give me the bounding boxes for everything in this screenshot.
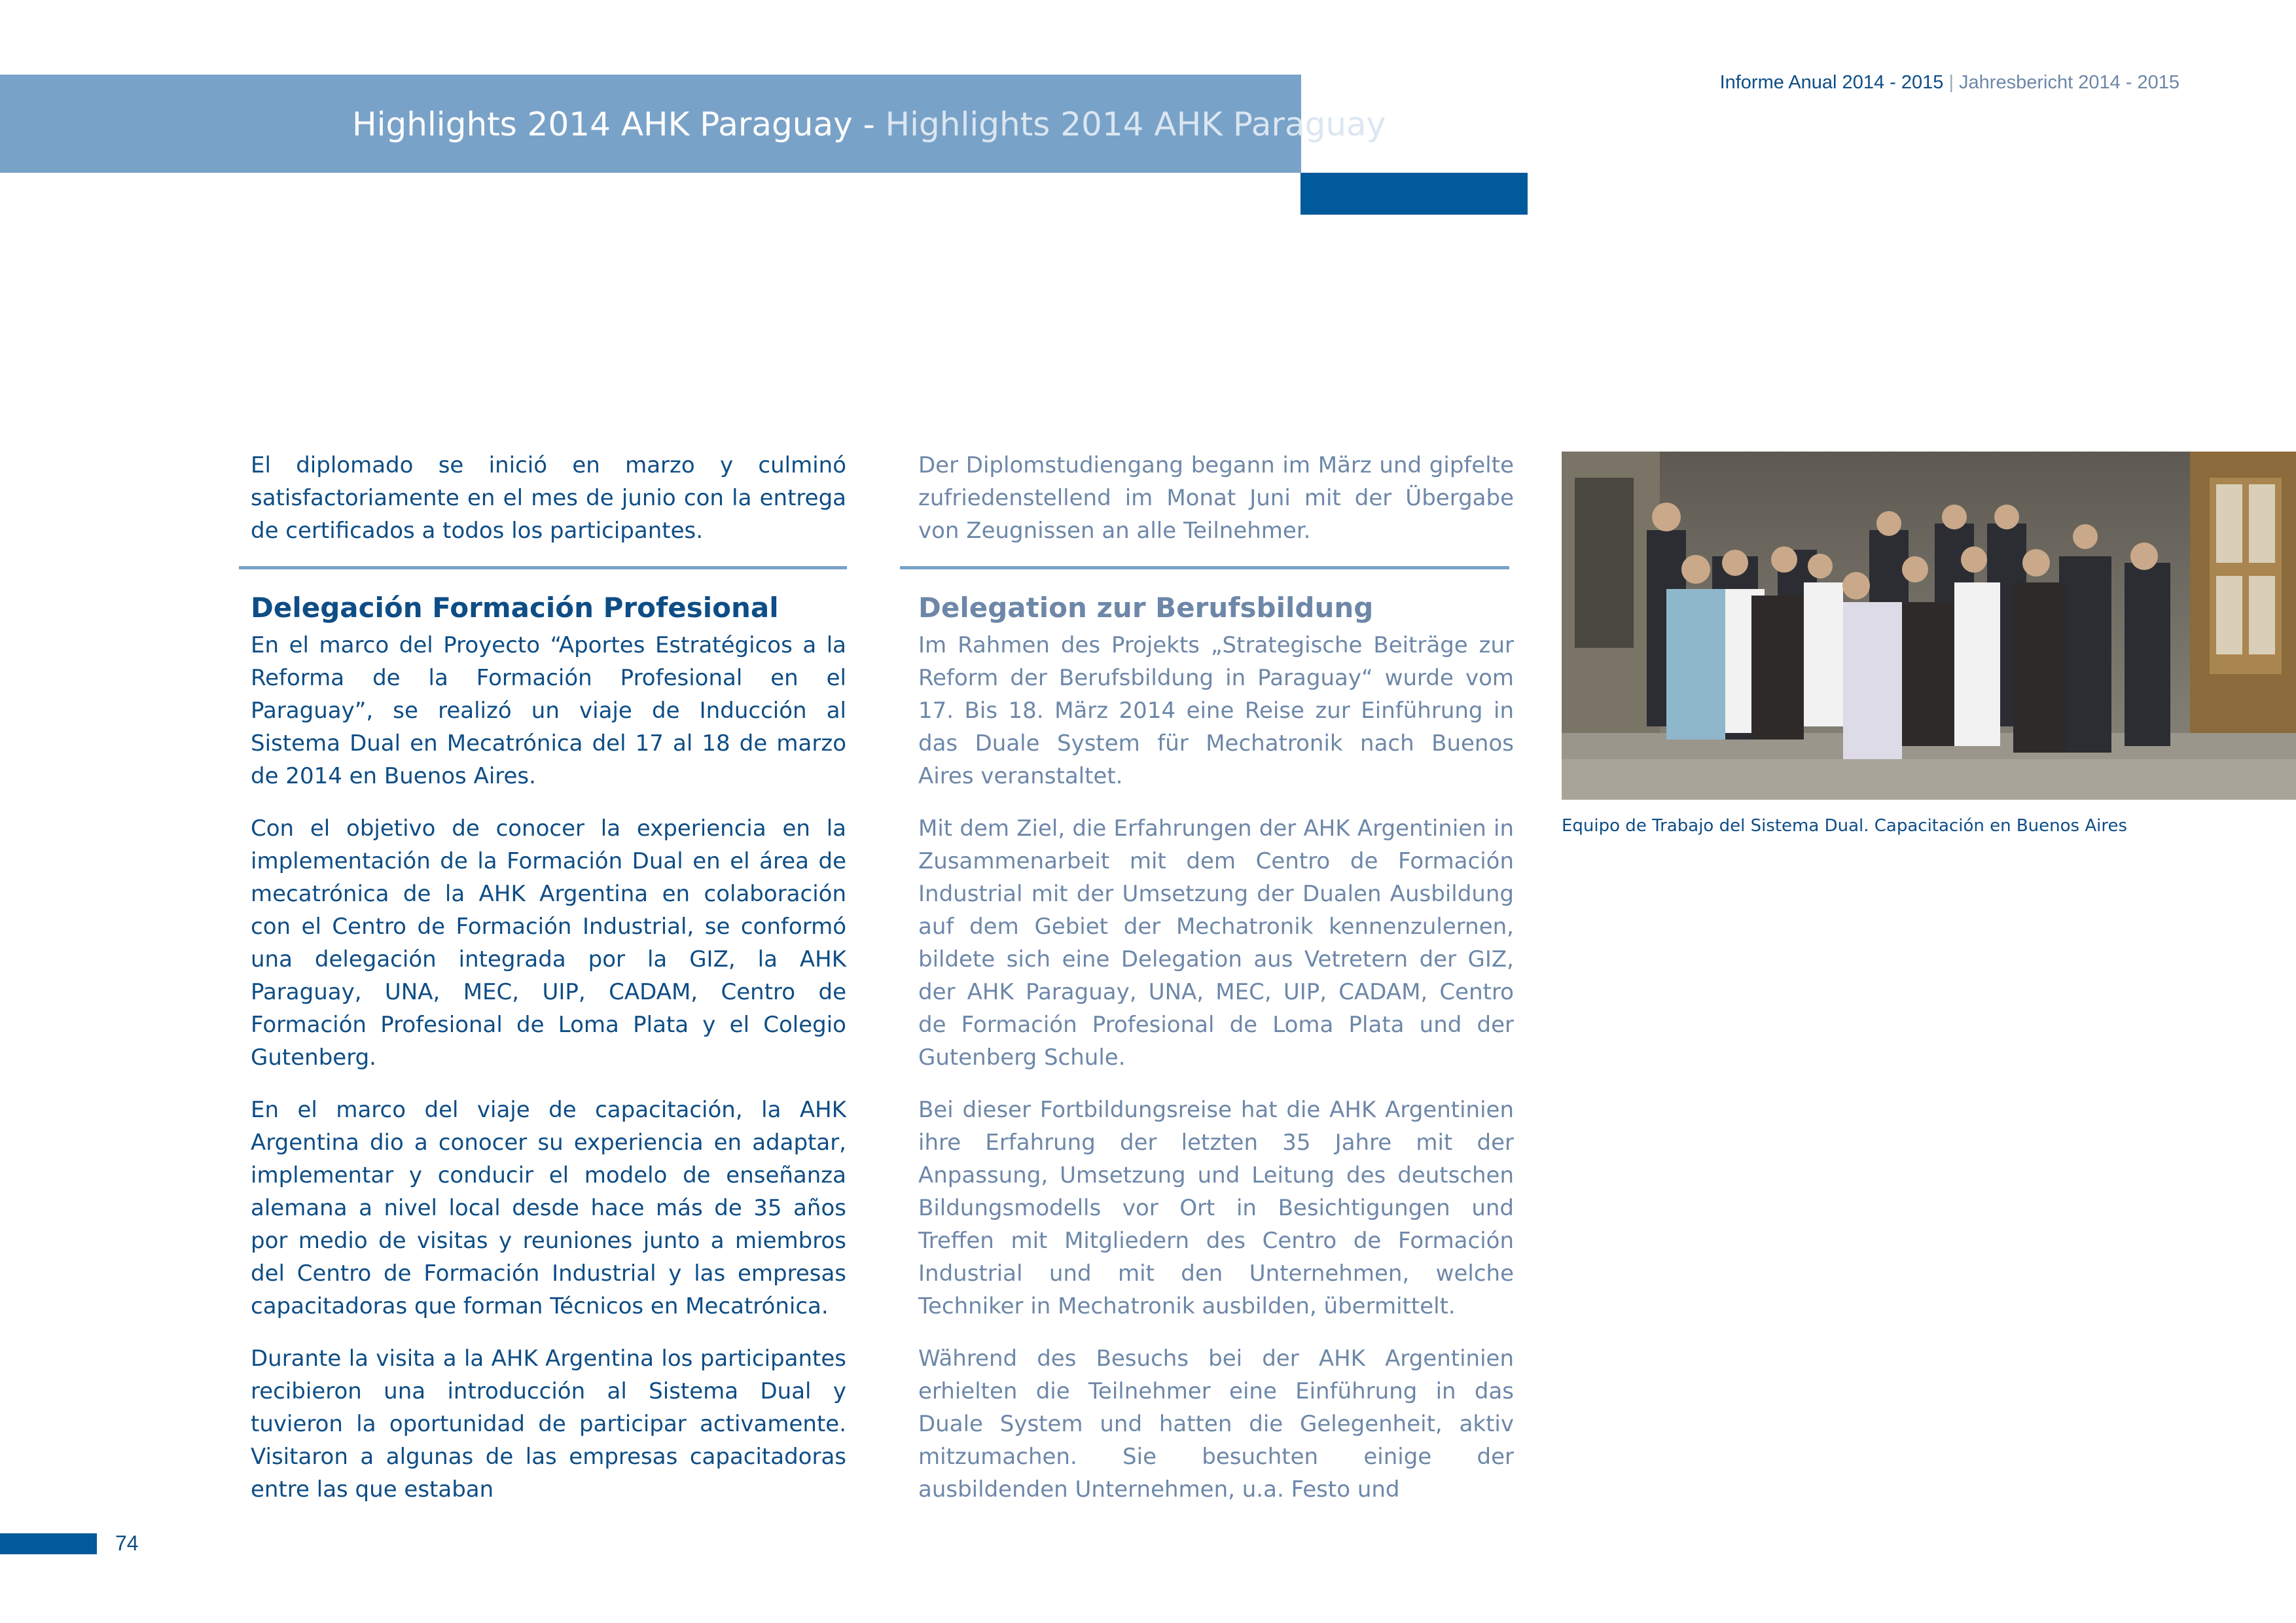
- running-header: [1505, 69, 2179, 96]
- intro-paragraph-de: Der Diplomstudiengang begann im März und gipfelte zufriedenstellend im Monat Juni mit der Übergabe von Zeugnissen an alle Teilnehmer.: [918, 452, 1514, 544]
- section-heading-es: Delegación Formación Profesional: [251, 592, 779, 624]
- intro-paragraph-es: El diplomado se inició en marzo y culminó satisfactoriamente en el mes de junio con la entrega de certificados a todos los participantes.: [251, 452, 846, 544]
- footer-accent-bar: [0, 1533, 97, 1554]
- section-divider-de: [900, 566, 1509, 569]
- group-photo: [1562, 452, 2296, 800]
- group-photo-illustration: [1562, 452, 2296, 800]
- paragraph-de-4: Während des Besuchs bei der AHK Argentinien erhielten die Teilnehmer eine Einführung in das Duale System und hatten die Gelegenheit, aktiv mitzumachen. Sie besuchten einige der ausbildenden Unternehmen, u.a. Festo und: [918, 1346, 1514, 1503]
- paragraph-de-1: Im Rahmen des Projekts „Strategische Beiträge zur Reform der Berufsbildung in Paraguay“ wurde vom 17. Bis 18. März 2014 eine Reise zur Einführung in das Duale System für Mechatronik nach Buenos Aires veranstaltet.: [918, 632, 1514, 789]
- paragraph-es-1: En el marco del Proyecto “Aportes Estratégicos a la Reforma de la Formación Profesional en el Paraguay”, se realizó un viaje de Inducción al Sistema Dual en Mecatrónica del 17 al 18 de marzo de 2014 en Buenos Aires.: [251, 632, 846, 789]
- title-es: Highlights 2014 AHK Paraguay -: [352, 105, 875, 143]
- title-de: Highlights 2014 AHK Paraguay: [885, 105, 1386, 143]
- running-header-es: Informe Anual 2014 - 2015: [1719, 72, 1944, 93]
- paragraph-de-2: Mit dem Ziel, die Erfahrungen der AHK Argentinien in Zusammenarbeit mit dem Centro de Formación Industrial mit der Umsetzung der Dualen Ausbildung auf dem Gebiet der Mechatronik kennenzulernen, bildete sich eine Delegation aus Vetretern der GIZ, der AHK Paraguay, UNA, MEC, UIP, CADAM, Centro de Formación Profesional de Loma Plata und der Gutenberg Schule.: [918, 815, 1514, 1071]
- paragraph-de-3: Bei dieser Fortbildungsreise hat die AHK Argentinien ihre Erfahrung der letzten 35 Jahre mit der Anpassung, Umsetzung und Leitung des deutschen Bildungsmodells vor Ort in Besichtigungen und Treffen mit Mitgliedern des Centro de Formación Industrial und mit den Unternehmen, welche Techniker in Mechatronik ausbilden, übermittelt.: [918, 1097, 1514, 1319]
- photo-caption: Equipo de Trabajo del Sistema Dual. Capacitación en Buenos Aires: [1562, 816, 2128, 836]
- page-number: 74: [115, 1531, 139, 1555]
- header-accent-block: [1300, 173, 1528, 215]
- column-german: [918, 449, 1514, 1525]
- paragraph-es-2: Con el objetivo de conocer la experiencia en la implementación de la Formación Dual en el área de mecatrónica de la AHK Argentina en colaboración con el Centro de Formación Industrial, se conformó una delegación integrada por la GIZ, la AHK Paraguay, UNA, MEC, UIP, CADAM, Centro de Formación Profesional de Loma Plata y el Colegio Gutenberg.: [251, 815, 846, 1071]
- running-header-de: Jahresbericht 2014 - 2015: [1959, 72, 2179, 93]
- column-spanish: [251, 449, 846, 1525]
- paragraph-es-3: En el marco del viaje de capacitación, la AHK Argentina dio a conocer su experiencia en adaptar, implementar y conducir el modelo de enseñanza alemana a nivel local desde hace más de 35 años por medio de visitas y reuniones junto a miembros del Centro de Formación Industrial y las empresas capacitadoras que forman Técnicos en Mecatrónica.: [251, 1097, 846, 1319]
- running-header-separator: |: [1948, 72, 1954, 93]
- section-heading-de: Delegation zur Berufsbildung: [918, 592, 1374, 624]
- section-divider-es: [239, 566, 847, 569]
- page-title: [352, 98, 1386, 151]
- paragraph-es-4: Durante la visita a la AHK Argentina los participantes recibieron una introducción al Sistema Dual y tuvieron la oportunidad de participar activamente. Visitaron a algunas de las empresas capacitadoras entre las que estaban: [251, 1346, 846, 1503]
